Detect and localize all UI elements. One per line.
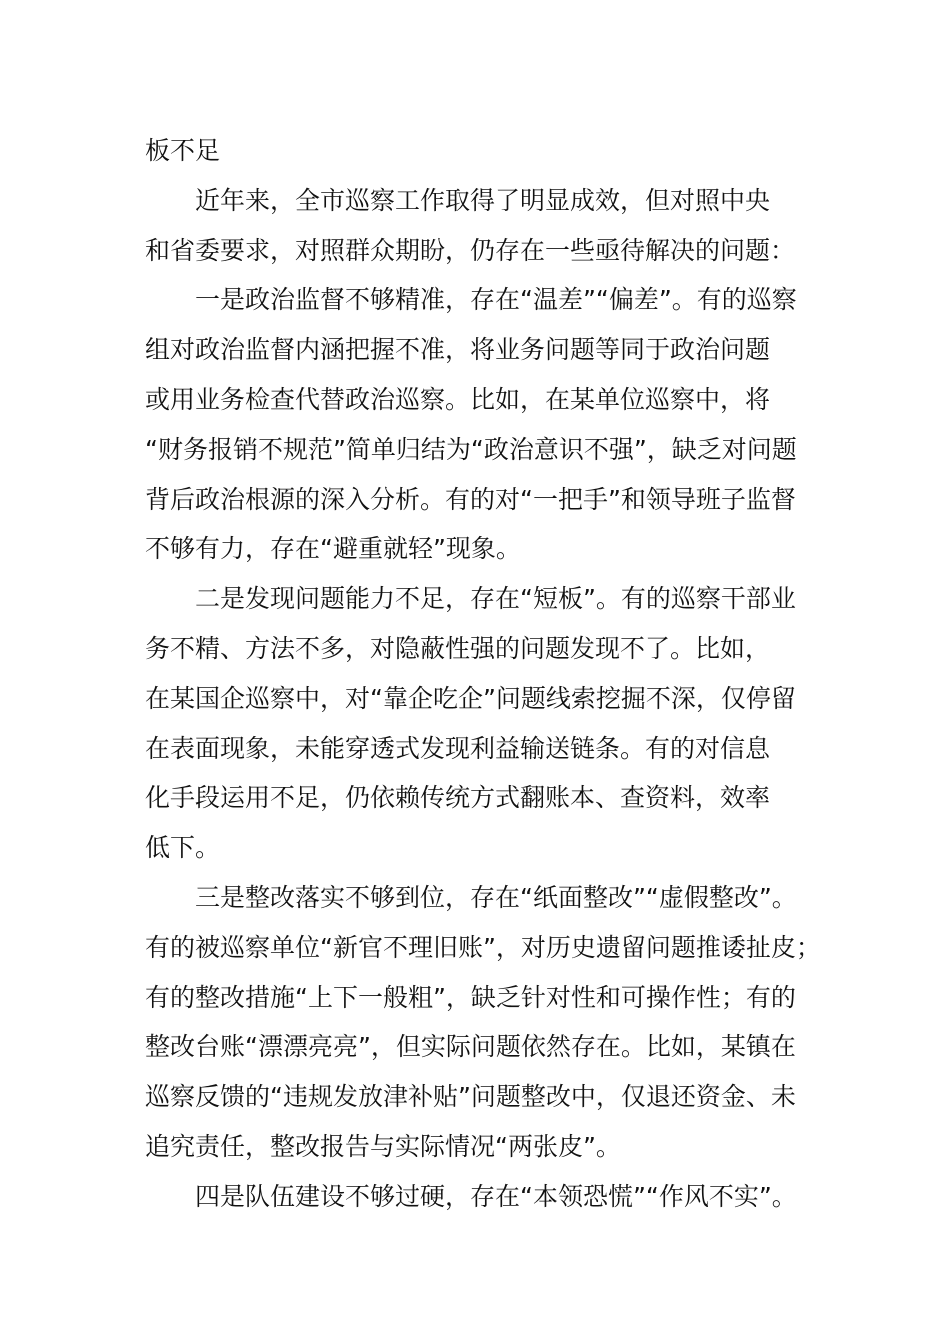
text-line: 不够有力，存在“避重就轻”现象。: [145, 534, 521, 564]
paragraph-first-line: 四是队伍建设不够过硬，存在“本领恐慌”“作风不实”。: [195, 1181, 797, 1211]
text-line: 务不精、方法不多，对隐蔽性强的问题发现不了。比如，: [145, 633, 771, 663]
text-line: 化手段运用不足，仍依赖传统方式翻账本、查资料，效率: [145, 783, 771, 813]
text-line: 低下。: [145, 833, 221, 863]
text-line: 在表面现象，未能穿透式发现利益输送链条。有的对信息: [145, 733, 771, 763]
text-line: 追究责任，整改报告与实际情况“两张皮”。: [145, 1131, 621, 1161]
paragraph-first-line: 二是发现问题能力不足，存在“短板”。有的巡察干部业: [195, 584, 796, 614]
text-line: 组对政治监督内涵把握不准，将业务问题等同于政治问题: [145, 335, 771, 365]
document-body: [145, 126, 835, 1222]
text-line: “财务报销不规范”简单归结为“政治意识不强”，缺乏对问题: [145, 434, 797, 464]
text-line: 或用业务检查代替政治巡察。比如，在某单位巡察中，将: [145, 384, 771, 414]
text-line: 背后政治根源的深入分析。有的对“一把手”和领导班子监督: [145, 484, 796, 514]
text-line: 有的被巡察单位“新官不理旧账”，对历史遗留问题推诿扯皮；: [145, 932, 821, 962]
paragraph-first-line: 一是政治监督不够精准，存在“温差”“偏差”。有的巡察: [195, 285, 797, 315]
text-line: 在某国企巡察中，对“靠企吃企”问题线索挖掘不深，仅停留: [145, 683, 796, 713]
paragraph-first-line: 近年来，全市巡察工作取得了明显成效，但对照中央: [195, 185, 771, 215]
text-line: 巡察反馈的“违规发放津补贴”问题整改中，仅退还资金、未: [145, 1082, 796, 1112]
text-line: 整改台账“漂漂亮亮”，但实际问题依然存在。比如，某镇在: [145, 1032, 796, 1062]
text-line: 和省委要求，对照群众期盼，仍存在一些亟待解决的问题：: [145, 235, 796, 265]
paragraph-first-line: 三是整改落实不够到位，存在“纸面整改”“虚假整改”。: [195, 882, 797, 912]
text-line: 板不足: [145, 136, 221, 165]
text-line: 有的整改措施“上下一般粗”，缺乏针对性和可操作性；有的: [145, 982, 796, 1012]
